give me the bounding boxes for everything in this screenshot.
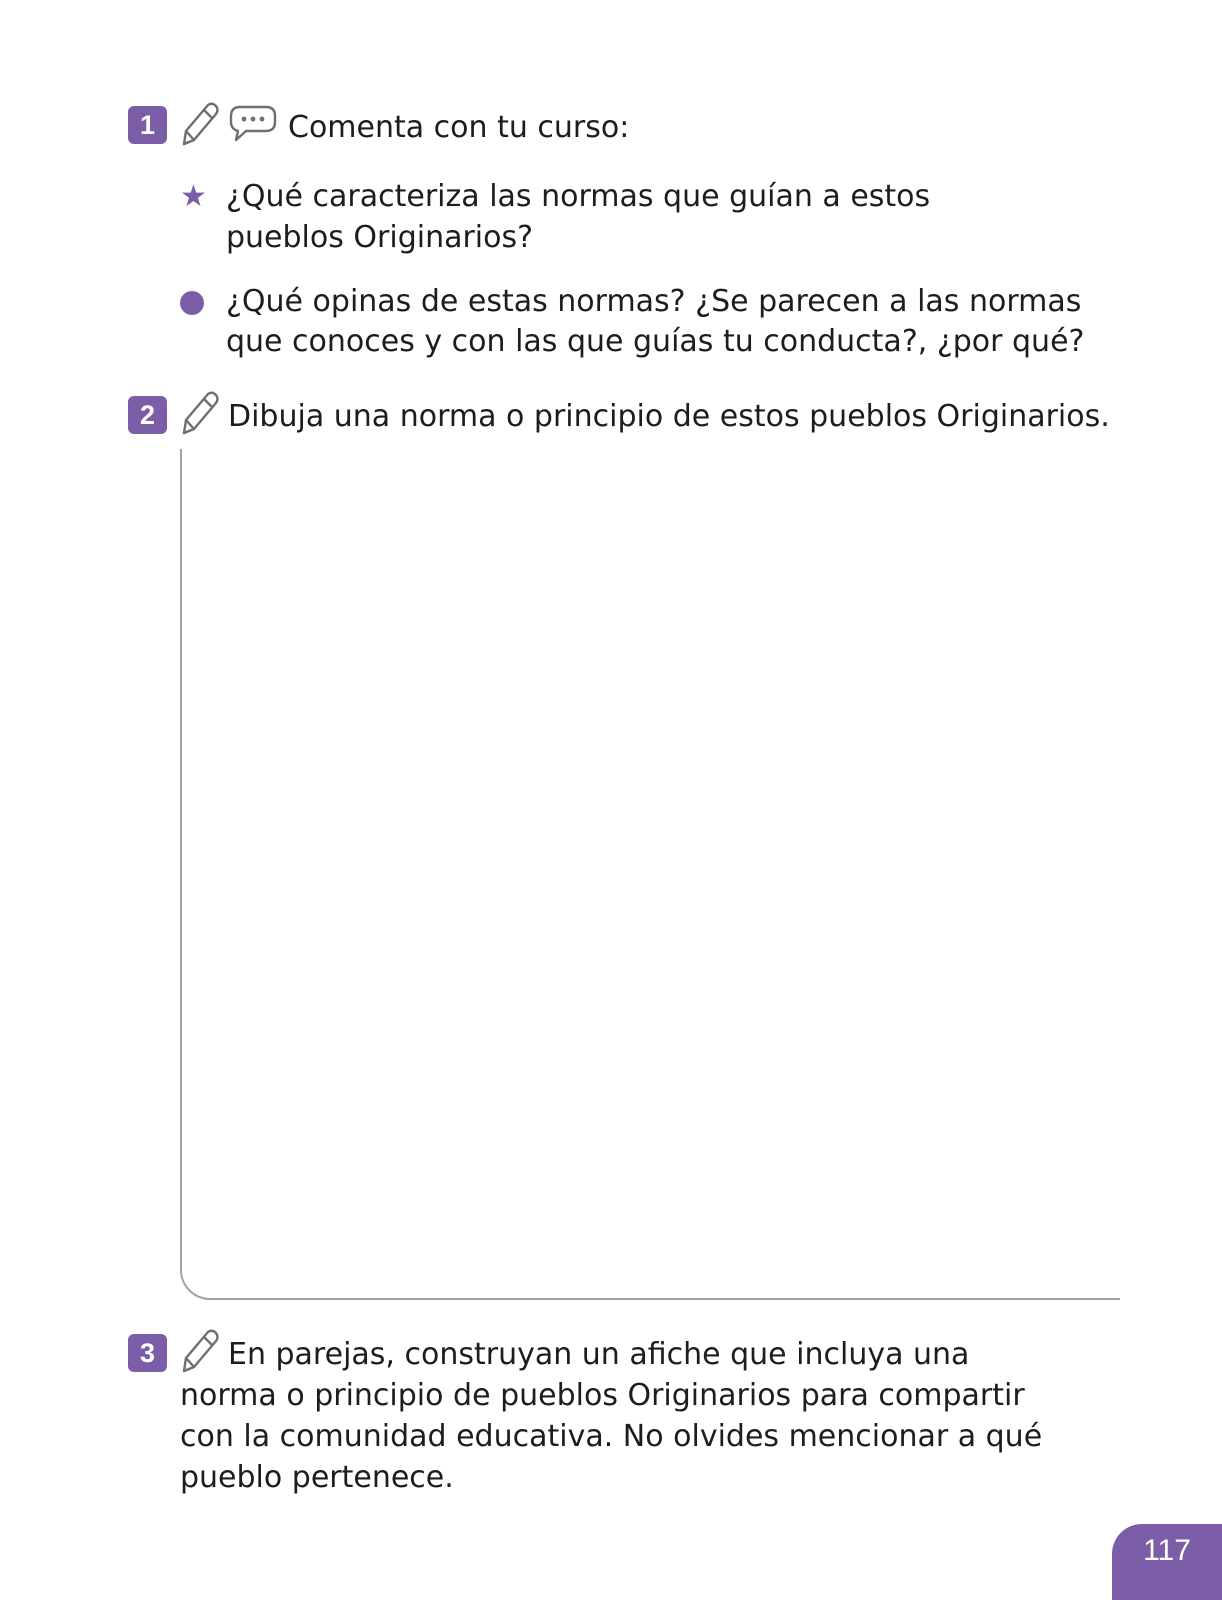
question-2-line-2: que conoces y con las que guías tu conducta?, ¿por qué?	[226, 324, 1085, 359]
pencil-icon	[176, 1327, 220, 1375]
question-1-line-2: pueblos Originarios?	[226, 220, 534, 255]
activity-3-line-1: En parejas, construyan un afiche que incluya una	[228, 1337, 970, 1372]
speech-bubble-icon	[228, 104, 278, 144]
activity-1-instruction: Comenta con tu curso:	[288, 110, 630, 145]
activity-number-1: 1	[128, 106, 167, 144]
pencil-icon	[176, 100, 220, 148]
page-number: 117	[1112, 1524, 1222, 1600]
question-1-line-1: ¿Qué caracteriza las normas que guían a estos	[226, 179, 931, 214]
activity-number-3: 3	[128, 1334, 167, 1372]
activity-3-line-2: norma o principio de pueblos Originarios para compartir	[180, 1378, 1025, 1413]
activity-3-line-4: pueblo pertenece.	[180, 1460, 454, 1495]
circle-bullet	[180, 291, 204, 315]
activity-number-2: 2	[128, 396, 167, 434]
activity-2-instruction: Dibuja una norma o principio de estos pueblos Originarios.	[228, 399, 1110, 434]
question-2-line-1: ¿Qué opinas de estas normas? ¿Se parecen a las normas	[226, 284, 1082, 319]
star-icon: ★	[180, 179, 207, 214]
activity-3-line-3: con la comunidad educativa. No olvides mencionar a qué	[180, 1419, 1043, 1454]
pencil-icon	[176, 389, 220, 437]
drawing-area[interactable]	[180, 449, 1120, 1300]
